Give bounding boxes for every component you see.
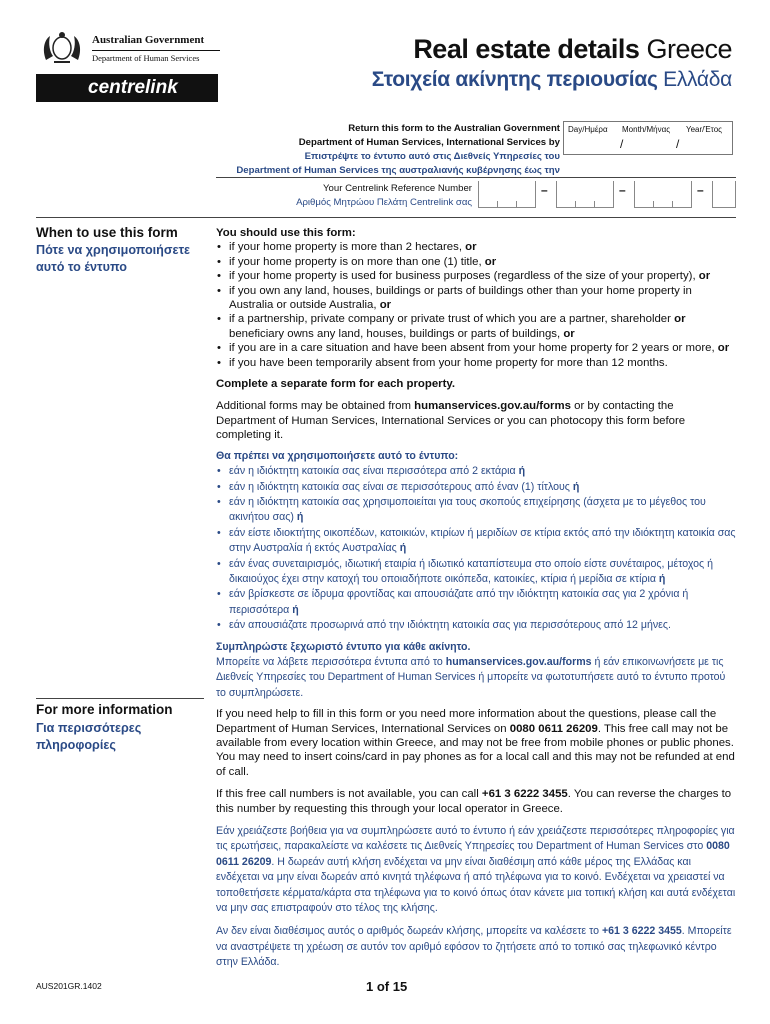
more-info-gr-1: Εάν χρειάζεστε βοήθεια για να συμπληρώσετε αυτό το έντυπο ή εάν χρειάζεστε περισσότερες πληροφορίες για τις ερωτήσεις, παρακαλείστε να καλέσετε τις Διεθνείς Υπηρεσίες του Department of Human Services στο 0080 0611 26209. Η δωρεάν αυτή κλήση ενδέχεται να μην είναι διαθέσιμη από κάθε μέρος της Ελλάδας και ενδέχεται να μην είναι δωρεάν από κινητά τηλέφωνα ή από τηλέφωνα για το κοινό. Ενδέχεται να χρειαστεί να τοποθετήσετε κέρματα/κάρτα στα τηλέφωνα για το κοινό όπως όταν κάνετε μια τοπική κλήση και αυτά ενδέχεται να μην σας επιστραφούν στο τέλος της κλήσης. xyxy=(216,825,736,915)
gr-international-number[interactable]: +61 3 6222 3455 xyxy=(601,925,682,938)
reference-number-label xyxy=(296,182,472,210)
list-item: • εάν ένας συνεταιρισμός, ιδιωτική εταιρία ή ιδιωτικό καταπίστευμα στο οποίο είστε συνέταιρος, μέτοχος ή δικαιούχος έχει στην κατοχή του οποιαδήποτε οικόπεδα, κατοικίες, κτίρια ή μερίδια σε κτίρια ή xyxy=(216,557,736,588)
international-number[interactable]: +61 3 6222 3455 xyxy=(481,788,568,801)
reference-input-part-1[interactable] xyxy=(478,181,536,208)
list-item: • if you own any land, houses, buildings or parts of buildings other than your home property in Australia or outside Australia, or xyxy=(216,284,736,313)
year-label: Year/Έτος xyxy=(686,125,723,134)
logo-block xyxy=(36,30,226,105)
title-en-country: Greece xyxy=(646,34,732,64)
return-date-field[interactable] xyxy=(563,121,733,155)
title-en-main: Real estate details xyxy=(413,34,640,64)
return-line-3: Επιστρέψτε το έντυπο αυτό στις Διεθνείς Υπηρεσίες του xyxy=(304,151,560,162)
gr-forms-link[interactable]: humanservices.gov.au/forms xyxy=(445,655,592,668)
list-item: • εάν η ιδιόκτητη κατοικία σας είναι περισσότερα από 2 εκτάρια ή xyxy=(216,464,736,479)
main-content xyxy=(216,226,736,971)
more-heading-en: For more information xyxy=(36,702,173,717)
reference-dash: – xyxy=(619,183,626,197)
return-instructions xyxy=(236,122,560,178)
gr-freecall-number[interactable]: 0080 0611 26209 xyxy=(216,840,730,868)
greek-when-section xyxy=(216,449,736,702)
list-item: • if you are in a care situation and have been absent from your home property for 2 years or more, or xyxy=(216,341,736,355)
more-info-en-1: If you need help to fill in this form or you need more information about the questions, please call the Department of Human Services, International Services on 0080 0611 26209. This free call may not be available from every location within Greece, and may not be free from mobile phones or public phones. You may need to insert coins/card in pay phones as for a local call and this may not be refunded at end of call. xyxy=(216,708,735,778)
reference-input-part-4[interactable] xyxy=(712,181,736,208)
day-label: Day/Ημέρα xyxy=(568,125,608,134)
when-heading-gr-2: αυτό το έντυπο xyxy=(36,260,127,274)
return-line-2: Department of Human Services, International Services by xyxy=(298,137,560,148)
when-intro: You should use this form: xyxy=(216,227,356,239)
additional-forms: Additional forms may be obtained from humanservices.gov.au/forms or by contacting the Department of Human Services, International Services or you can photocopy this form before completing it. xyxy=(216,400,686,442)
separate-form-note: Complete a separate form for each property. xyxy=(216,378,456,391)
list-item: • εάν η ιδιόκτητη κατοικία σας είναι σε περισσότερους από έναν (1) τίτλους ή xyxy=(216,480,736,495)
forms-link[interactable]: humanservices.gov.au/forms xyxy=(414,400,571,413)
more-info-gr-2: Αν δεν είναι διαθέσιμος αυτός ο αριθμός δωρεάν κλήσης, μπορείτε να καλέσετε το +61 3 6222 3455. Μπορείτε να αναστρέψετε τη χρέωση σε αυτόν τον αριθμό εφόσον το ζητήσετε από το τοπικό σας τηλεφωνικό κέντρο στην Ελλάδα. xyxy=(216,925,732,969)
list-item: • if you have been temporarily absent from your home property for more than 12 months. xyxy=(216,356,736,370)
gr-intro: Θα πρέπει να χρησιμοποιήσετε αυτό το έντυπο: xyxy=(216,449,459,462)
reference-input-part-3[interactable] xyxy=(634,181,692,208)
greek-more-section xyxy=(216,824,736,971)
form-code: AUS201GR.1402 xyxy=(36,981,102,991)
list-item: • εάν είστε ιδιοκτήτης οικοπέδων, κατοικιών, κτιρίων ή μεριδίων σε κτίρια εκτός από την ιδιόκτητη κατοικία σας στην Αυστραλία ή εκτός Αυστραλίας ή xyxy=(216,526,736,557)
form-title-en xyxy=(413,34,732,65)
gr-bullets xyxy=(216,464,736,633)
reference-input-part-2[interactable] xyxy=(556,181,614,208)
return-line-4: Department of Human Services της αυστραλιανής κυβέρνησης έως την xyxy=(236,165,560,176)
more-info-en-2: If this free call numbers is not available, you can call +61 3 6222 3455. You can reverse the charges to this number by requesting this through your local operator in Greece. xyxy=(216,788,732,815)
return-line-1: Return this form to the Australian Government xyxy=(348,123,560,134)
when-bullets xyxy=(216,240,736,370)
date-slash: / xyxy=(620,137,624,151)
department-name: Department of Human Services xyxy=(92,50,220,63)
divider xyxy=(216,177,736,178)
list-item: • εάν βρίσκεστε σε ίδρυμα φροντίδας και απουσιάζατε από την ιδιόκτητη κατοικία σας για 2 χρόνια ή περισσότερα ή xyxy=(216,587,736,618)
when-heading-gr-1: Πότε να χρησιμοποιήσετε xyxy=(36,243,191,257)
gr-additional-forms: Μπορείτε να λάβετε περισσότερα έντυπα από το humanservices.gov.au/forms ή εάν επικοινωνήσετε με τις Διεθνείς Υπηρεσίες του Department of Human Services ή μπορείτε να φωτοτυπήσετε αυτό το έντυπο προτού το συμπληρώσετε. xyxy=(216,655,726,699)
page-number: 1 of 15 xyxy=(366,979,408,994)
freecall-number[interactable]: 0080 0611 26209 xyxy=(509,722,598,735)
centrelink-logo: centrelink xyxy=(36,74,218,102)
list-item: • if your home property is used for business purposes (regardless of the size of your property), or xyxy=(216,269,736,283)
list-item: • if your home property is on more than one (1) title, or xyxy=(216,255,736,269)
divider xyxy=(36,217,736,218)
list-item: • εάν απουσιάζατε προσωρινά από την ιδιόκτητη κατοικία σας για περισσότερους από 12 μήνες. xyxy=(216,618,736,633)
more-heading-gr-1: Για περισσότερες xyxy=(36,721,142,735)
list-item: • if your home property is more than 2 hectares, or xyxy=(216,240,736,254)
divider xyxy=(36,698,204,699)
reference-dash: – xyxy=(697,183,704,197)
month-label: Month/Μήνας xyxy=(622,125,671,134)
reference-label-gr: Αριθμός Μητρώου Πελάτη Centrelink σας xyxy=(296,197,472,208)
list-item: • if a partnership, private company or private trust of which you are a partner, shareholder or beneficiary owns any land, houses, buildings or parts of buildings, or xyxy=(216,312,736,341)
title-gr-main: Στοιχεία ακίνητης περιουσίας xyxy=(371,68,658,91)
when-heading-en: When to use this form xyxy=(36,225,178,240)
more-heading-gr-2: πληροφορίες xyxy=(36,738,116,752)
coat-of-arms-icon xyxy=(36,30,88,66)
reference-label-en: Your Centrelink Reference Number xyxy=(323,183,472,194)
government-name: Australian Government xyxy=(92,34,205,46)
date-slash: / xyxy=(676,137,680,151)
title-gr-country: Ελλάδα xyxy=(663,68,732,91)
form-title-gr xyxy=(372,68,732,92)
gr-separate-note: Συμπληρώστε ξεχωριστό έντυπο για κάθε ακίνητο. xyxy=(216,640,471,653)
reference-dash: – xyxy=(541,183,548,197)
list-item: • εάν η ιδιόκτητη κατοικία σας χρησιμοποιείται για τους σκοπούς επιχείρησης (άσχετα με το μέγεθος του ακινήτου σας) ή xyxy=(216,495,736,526)
